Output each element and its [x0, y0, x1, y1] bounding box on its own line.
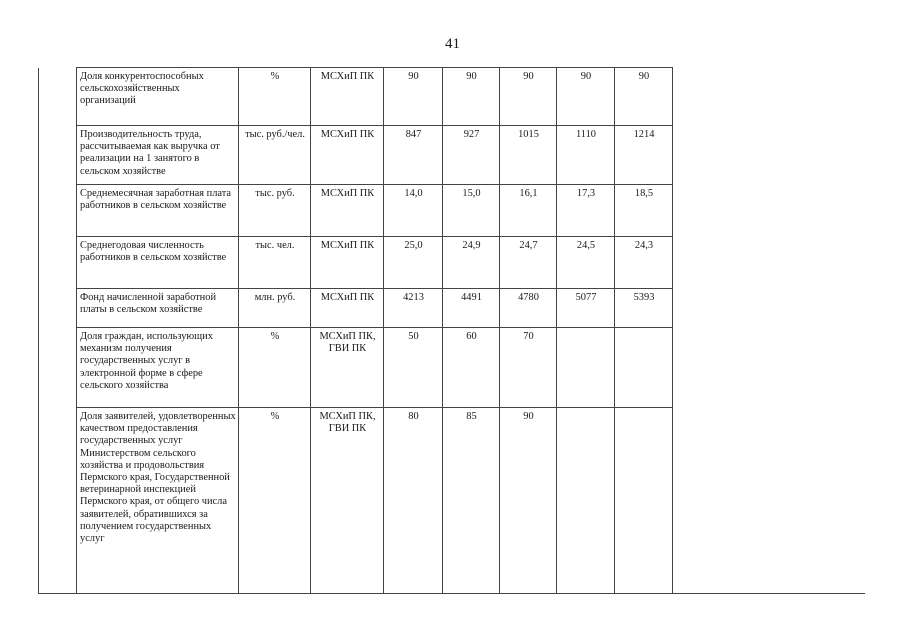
indicator-name-cell: Среднегодовая численность работников в сельском хозяйстве	[77, 237, 239, 289]
value-cell: 1214	[615, 126, 673, 185]
unit-cell: %	[239, 408, 311, 594]
row-number-cell	[39, 408, 77, 594]
table-row	[39, 68, 866, 126]
value-cell: 4491	[443, 289, 500, 328]
value-cell: 60	[443, 328, 500, 408]
value-cell: 24,3	[615, 237, 673, 289]
unit-cell: тыс. руб./чел.	[239, 126, 311, 185]
notes-cell	[673, 237, 866, 289]
value-cell: 24,9	[443, 237, 500, 289]
unit-cell: тыс. чел.	[239, 237, 311, 289]
value-cell	[557, 328, 615, 408]
indicator-name-cell: Доля заявителей, удовлетворенных качеством предоставления государственных услуг Министерством сельского хозяйства и продовольствия Пермского края, Государственной ветеринарной инспекцией Пермского края, от общего числа заявителей, обратившихся за получением государственных услуг	[77, 408, 239, 594]
value-cell: 90	[500, 408, 557, 594]
value-cell: 90	[384, 68, 443, 126]
responsible-cell: МСХиП ПК, ГВИ ПК	[311, 328, 384, 408]
indicators-table	[38, 67, 866, 594]
value-cell: 18,5	[615, 185, 673, 237]
value-cell	[615, 408, 673, 594]
value-cell	[557, 408, 615, 594]
table-row	[39, 289, 866, 328]
indicator-name-cell: Производительность труда, рассчитываемая как выручка от реализации на 1 занятого в сельском хозяйстве	[77, 126, 239, 185]
notes-cell	[673, 185, 866, 237]
table-bottom-border	[38, 593, 865, 594]
value-cell: 15,0	[443, 185, 500, 237]
indicator-name-cell: Фонд начисленной заработной платы в сельском хозяйстве	[77, 289, 239, 328]
table-row	[39, 185, 866, 237]
value-cell: 5393	[615, 289, 673, 328]
value-cell: 1110	[557, 126, 615, 185]
responsible-cell: МСХиП ПК, ГВИ ПК	[311, 408, 384, 594]
table-row	[39, 408, 866, 594]
value-cell: 17,3	[557, 185, 615, 237]
notes-cell	[673, 68, 866, 126]
value-cell: 4780	[500, 289, 557, 328]
row-number-cell	[39, 185, 77, 237]
value-cell: 5077	[557, 289, 615, 328]
notes-cell	[673, 126, 866, 185]
row-number-cell	[39, 328, 77, 408]
value-cell: 24,5	[557, 237, 615, 289]
value-cell: 16,1	[500, 185, 557, 237]
table-row	[39, 237, 866, 289]
value-cell: 90	[500, 68, 557, 126]
value-cell: 14,0	[384, 185, 443, 237]
table-row	[39, 126, 866, 185]
indicator-name-cell: Доля граждан, использующих механизм получения государственных услуг в электронной форме в сфере сельского хозяйства	[77, 328, 239, 408]
unit-cell: млн. руб.	[239, 289, 311, 328]
indicator-name-cell: Доля конкурентоспособных сельскохозяйственных организаций	[77, 68, 239, 126]
value-cell: 50	[384, 328, 443, 408]
value-cell: 90	[443, 68, 500, 126]
value-cell: 90	[615, 68, 673, 126]
value-cell: 847	[384, 126, 443, 185]
value-cell: 1015	[500, 126, 557, 185]
responsible-cell: МСХиП ПК	[311, 185, 384, 237]
page-number: 41	[445, 36, 460, 52]
value-cell: 4213	[384, 289, 443, 328]
value-cell: 85	[443, 408, 500, 594]
row-number-cell	[39, 237, 77, 289]
value-cell: 90	[557, 68, 615, 126]
value-cell: 24,7	[500, 237, 557, 289]
row-number-cell	[39, 68, 77, 126]
value-cell: 70	[500, 328, 557, 408]
responsible-cell: МСХиП ПК	[311, 237, 384, 289]
row-number-cell	[39, 289, 77, 328]
notes-cell	[673, 408, 866, 594]
indicator-name-cell: Среднемесячная заработная плата работников в сельском хозяйстве	[77, 185, 239, 237]
unit-cell: %	[239, 68, 311, 126]
row-number-cell	[39, 126, 77, 185]
unit-cell: тыс. руб.	[239, 185, 311, 237]
value-cell: 25,0	[384, 237, 443, 289]
responsible-cell: МСХиП ПК	[311, 289, 384, 328]
value-cell	[615, 328, 673, 408]
value-cell: 80	[384, 408, 443, 594]
notes-cell	[673, 289, 866, 328]
table-row	[39, 328, 866, 408]
unit-cell: %	[239, 328, 311, 408]
notes-cell	[673, 328, 866, 408]
responsible-cell: МСХиП ПК	[311, 68, 384, 126]
value-cell: 927	[443, 126, 500, 185]
responsible-cell: МСХиП ПК	[311, 126, 384, 185]
